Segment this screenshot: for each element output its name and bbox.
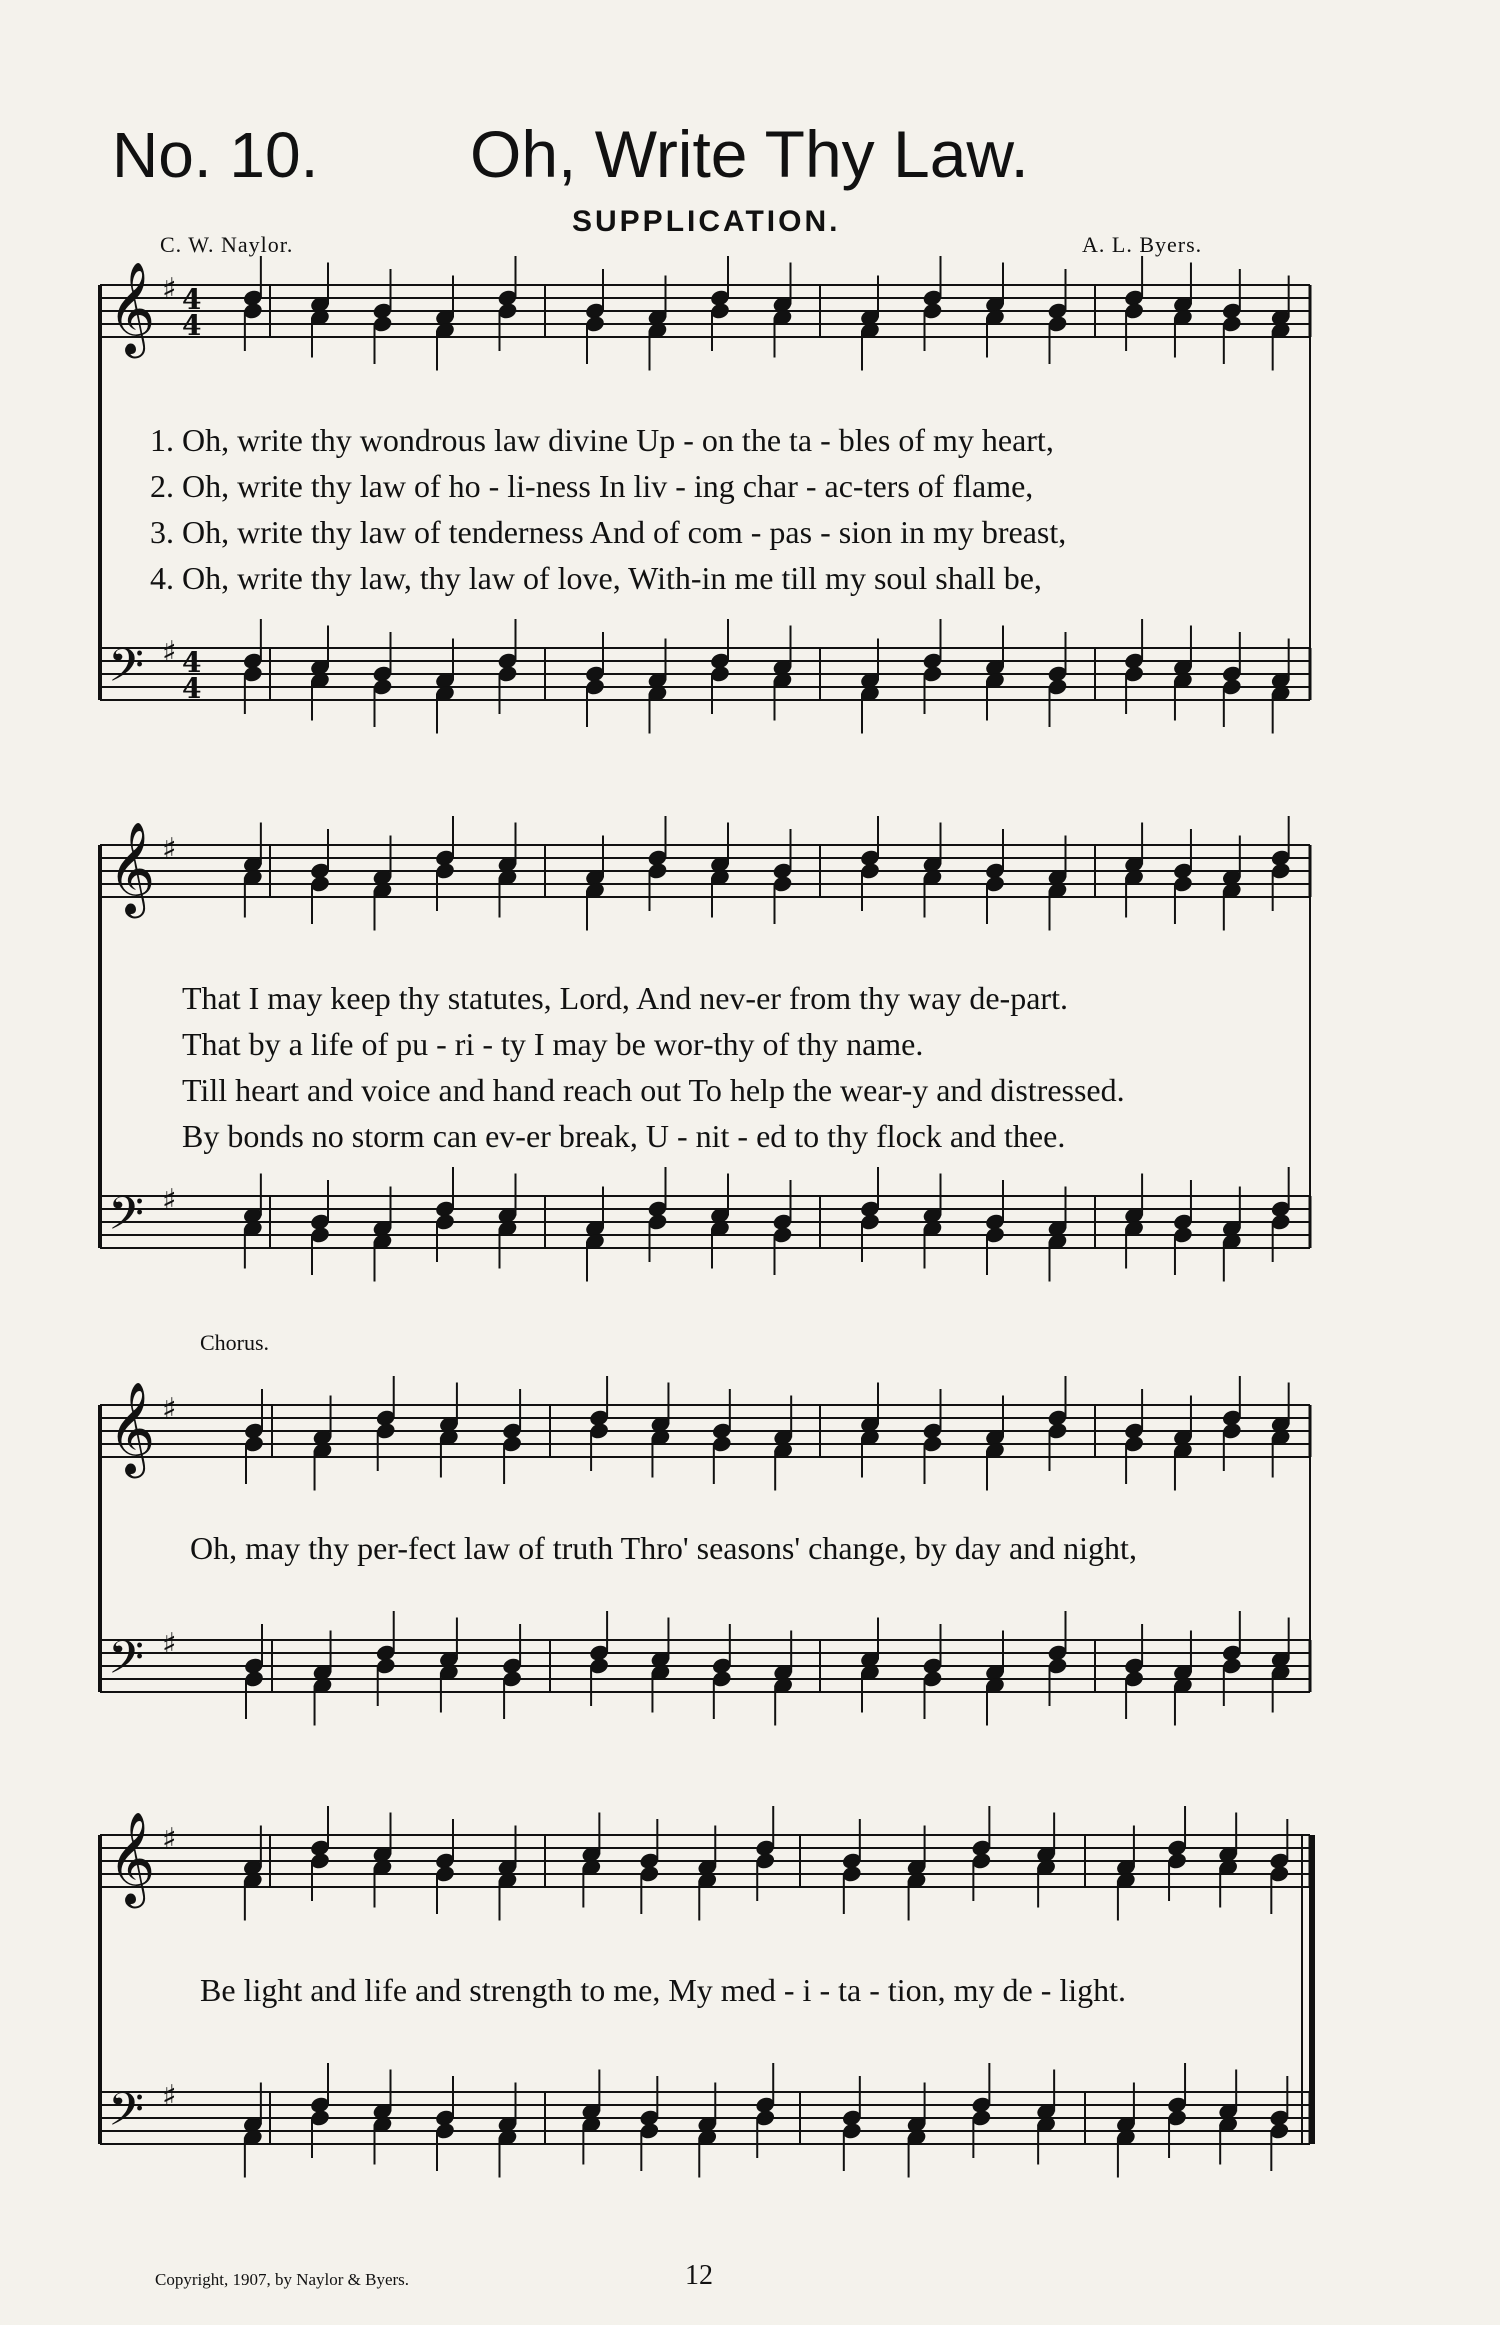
time-signature-upper: 4 (182, 283, 202, 316)
page-number: 12 (685, 2260, 713, 2291)
chorus-line-1: Oh, may thy per-fect law of truth Thro' seasons' change, by day and night, (190, 1530, 1137, 1566)
verse-2-line-2: That by a life of pu - ri - ty I may be wor-thy of thy name. (182, 1026, 924, 1062)
bass-clef-icon: 𝄢 (108, 1187, 145, 1252)
hymn-subtitle: SUPPLICATION. (572, 205, 841, 238)
treble-clef-icon: 𝄞 (108, 1811, 156, 1904)
time-signature-lower: 4 (182, 672, 202, 705)
treble-clef-icon: 𝄞 (108, 261, 156, 354)
verse-4-line-2: By bonds no storm can ev-er break, U - nit - ed to thy flock and thee. (182, 1118, 1066, 1154)
sharp-icon: ♯ (162, 1392, 177, 1427)
bass-clef-icon: 𝄢 (108, 639, 145, 704)
treble-clef-icon: 𝄞 (108, 821, 156, 914)
sharp-icon: ♯ (162, 272, 177, 307)
verse-3-line-1: 3. Oh, write thy law of tenderness And of com - pas - sion in my breast, (150, 514, 1067, 550)
sharp-icon: ♯ (162, 1183, 177, 1218)
sharp-icon: ♯ (162, 832, 177, 867)
chorus-line-2: Be light and life and strength to me, My med - i - ta - tion, my de - light. (200, 1972, 1127, 2008)
sharp-icon: ♯ (162, 1627, 177, 1662)
hymn-title: Oh, Write Thy Law. (470, 117, 1029, 191)
verse-2-line-1: 2. Oh, write thy law of ho - li-ness In liv - ing char - ac-ters of flame, (150, 468, 1034, 504)
composer-credit: A. L. Byers. (1082, 232, 1203, 257)
sharp-icon: ♯ (162, 635, 177, 670)
verse-1-line-2: That I may keep thy statutes, Lord, And nev-er from thy way de-part. (182, 980, 1068, 1016)
bass-clef-icon: 𝄢 (108, 1631, 145, 1696)
hymn-number: No. 10. (112, 119, 319, 191)
time-signature-lower: 4 (182, 309, 202, 342)
treble-clef-icon: 𝄞 (108, 1381, 156, 1474)
sharp-icon: ♯ (162, 1822, 177, 1857)
lyricist-credit: C. W. Naylor. (160, 232, 294, 257)
verse-4-line-1: 4. Oh, write thy law, thy law of love, With-in me till my soul shall be, (150, 560, 1042, 596)
chorus-label: Chorus. (200, 1330, 270, 1355)
verse-1-line-1: 1. Oh, write thy wondrous law divine Up - on the ta - bles of my heart, (150, 422, 1054, 458)
sharp-icon: ♯ (162, 2079, 177, 2114)
verse-3-line-2: Till heart and voice and hand reach out To help the wear-y and distressed. (182, 1072, 1125, 1108)
time-signature-upper: 4 (182, 646, 202, 679)
copyright-notice: Copyright, 1907, by Naylor & Byers. (155, 2270, 410, 2289)
bass-clef-icon: 𝄢 (108, 2083, 145, 2148)
